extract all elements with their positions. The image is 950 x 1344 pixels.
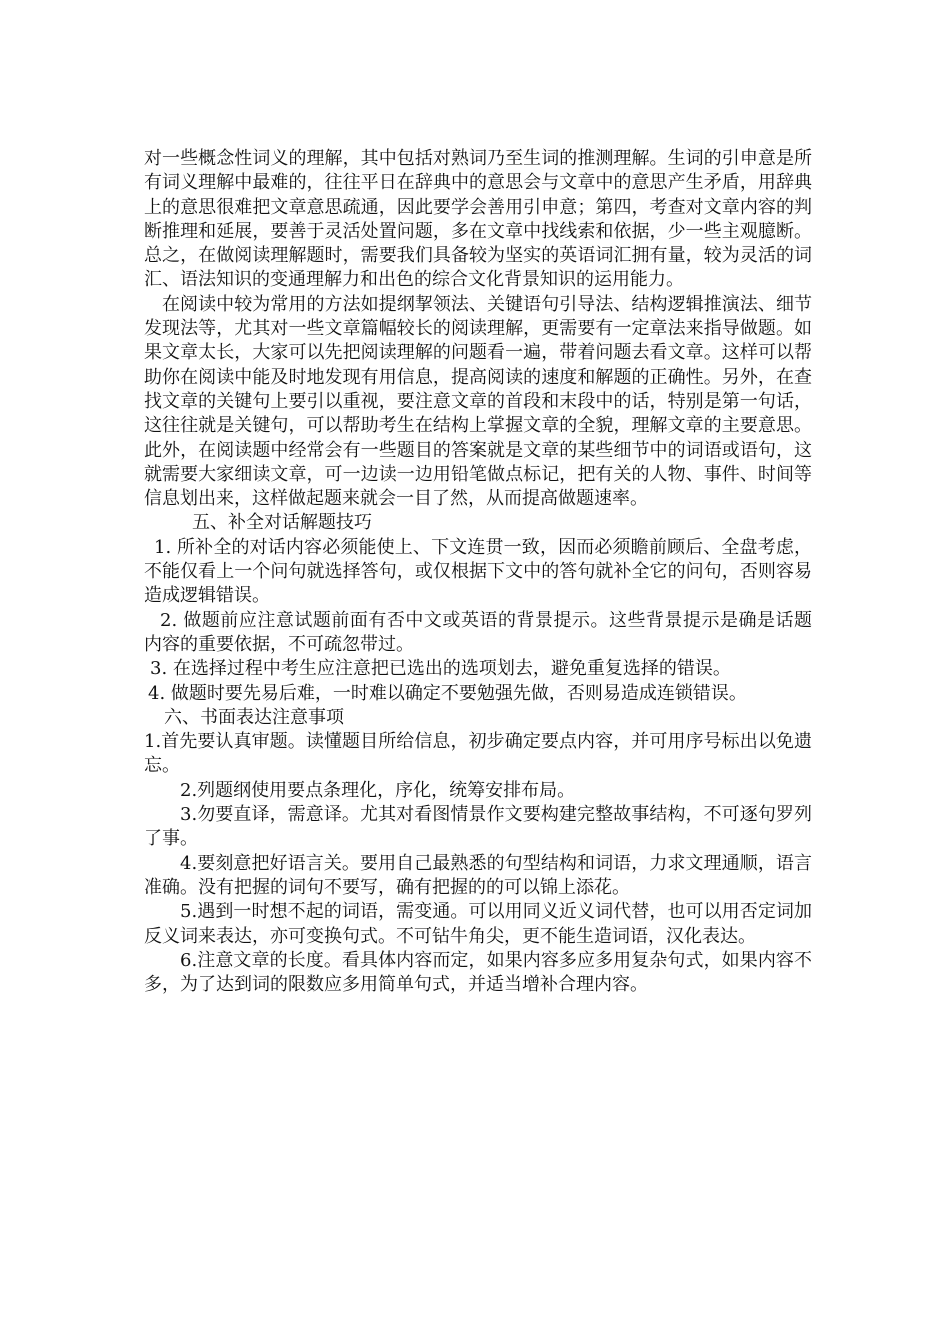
- writing-tip-6: 6.注意文章的长度。看具体内容而定，如果内容多应多用复杂句式，如果内容不多，为了达到词的限数应多用简单句式，并适当增补合理内容。: [144, 949, 812, 996]
- document-body: [144, 147, 812, 997]
- dialogue-tip-4: 4. 做题时要先易后难，一时难以确定不要勉强先做，否则易造成连锁错误。: [148, 682, 747, 704]
- writing-tip-3: 3.勿要直译，需意译。尤其对看图情景作文要构建完整故事结构，不可逐句罗列了事。: [144, 804, 812, 850]
- section-heading-dialogue: 五、补全对话解题技巧: [192, 512, 372, 534]
- paragraph-reading-skills-end: 对一些概念性词义的理解，其中包括对熟词乃至生词的推测理解。生词的引申意是所有词义理解中最难的，往往平日在辞典中的意思会与文章中的意思产生矛盾，用辞典上的意思很难把文章意思疏通，因此要学会善用引申意；第四，考查对文章内容的判断推理和延展，要善于灵活处置问题，多在文章中找线索和依据，少一些主观臆断。总之，在做阅读理解题时，需要我们具备较为坚实的英语词汇拥有量，较为灵活的词汇、语法知识的变通理解力和出色的综合文化背景知识的运用能力。: [144, 148, 812, 291]
- writing-tip-5: 5.遇到一时想不起的词语，需变通。可以用同义近义词代替，也可以用否定词加反义词来表达，亦可变换句式。不可钻牛角尖，更不能生造词语，汉化表达。: [144, 901, 812, 947]
- section-heading-writing: 六、书面表达注意事项: [164, 706, 344, 728]
- paragraph-reading-methods: 在阅读中较为常用的方法如提纲挈领法、关键语句引导法、结构逻辑推演法、细节发现法等，尤其对一些文章篇幅较长的阅读理解，更需要有一定章法来指导做题。如果文章太长，大家可以先把阅读理解的问题看一遍，带着问题去看文章。这样可以帮助你在阅读中能及时地发现有用信息，提高阅读的速度和解题的正确性。另外，在查找文章的关键句上要引以重视，要注意文章的首段和末段中的话，特别是第一句话，这往往就是关键句，可以帮助考生在结构上掌握文章的全貌，理解文章的主要意思。此外，在阅读题中经常会有一些题目的答案就是文章的某些细节中的词语或语句，这就需要大家细读文章，可一边读一边用铅笔做点标记，把有关的人物、事件、时间等信息划出来，这样做起题来就会一目了然，从而提高做题速率。: [144, 293, 812, 510]
- writing-tip-2: 2.列题纲使用要点条理化，序化，统筹安排布局。: [180, 779, 576, 801]
- writing-tip-1: 1.首先要认真审题。读懂题目所给信息，初步确定要点内容，并可用序号标出以免遗忘。: [144, 731, 812, 777]
- dialogue-tip-1: 1. 所补全的对话内容必须能使上、下文连贯一致，因而必须瞻前顾后、全盘考虑，不能仅看上一个问句就选择答句，或仅根据下文中的答句就补全它的问句，否则容易造成逻辑错误。: [144, 536, 812, 607]
- writing-tip-4: 4.要刻意把好语言关。要用自己最熟悉的句型结构和词语，力求文理通顺，语言准确。没有把握的词句不要写，确有把握的的可以锦上添花。: [144, 852, 812, 898]
- dialogue-tip-3: 3. 在选择过程中考生应注意把已选出的选项划去，避免重复选择的错误。: [150, 658, 731, 680]
- dialogue-tip-2: 2. 做题前应注意试题前面有否中文或英语的背景提示。这些背景提示是确是话题内容的重要依据，不可疏忽带过。: [144, 609, 812, 655]
